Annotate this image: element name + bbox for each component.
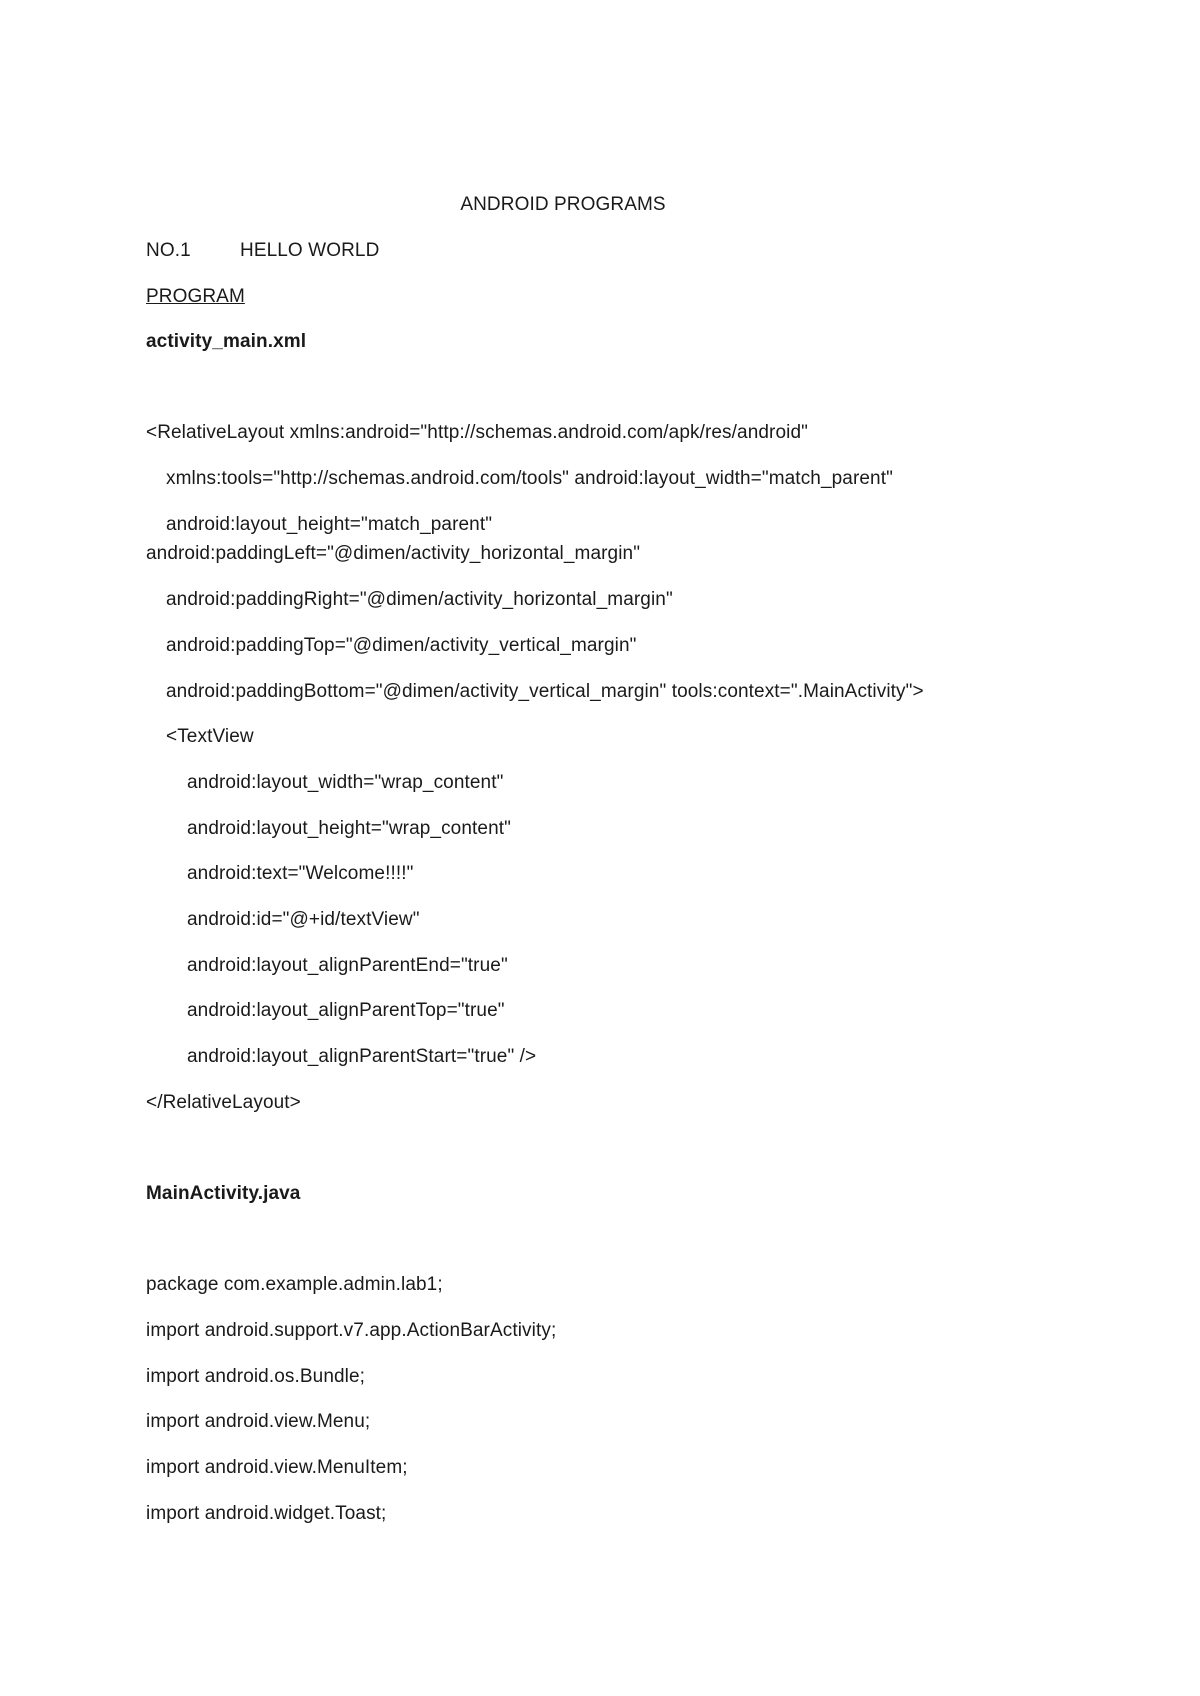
section-label: PROGRAM (146, 286, 245, 307)
code-line: <TextView (166, 726, 254, 747)
code-line: import android.view.MenuItem; (146, 1457, 408, 1478)
code-line: android:layout_height="wrap_content" (187, 818, 511, 839)
code-line: android:layout_alignParentStart="true" /> (187, 1046, 537, 1067)
xml-filename: activity_main.xml (146, 331, 307, 352)
code-line: import android.os.Bundle; (146, 1366, 366, 1387)
code-line: import android.view.Menu; (146, 1411, 371, 1432)
code-line: android:layout_alignParentEnd="true" (187, 955, 508, 976)
program-number: NO.1 (146, 240, 191, 261)
code-line: android:layout_width="wrap_content" (187, 772, 504, 793)
code-line: android:layout_height="match_parent" (166, 514, 493, 535)
code-line: android:layout_alignParentTop="true" (187, 1000, 505, 1021)
code-line: android:text="Welcome!!!!" (187, 863, 414, 884)
code-line: android:paddingBottom="@dimen/activity_vertical_margin" tools:context=".MainActivity"> (166, 681, 924, 702)
document-title: ANDROID PROGRAMS (460, 194, 666, 215)
code-line: </RelativeLayout> (146, 1092, 301, 1113)
java-filename: MainActivity.java (146, 1183, 301, 1204)
code-line: import android.support.v7.app.ActionBarActivity; (146, 1320, 557, 1341)
code-line: <RelativeLayout xmlns:android="http://schemas.android.com/apk/res/android" (146, 422, 808, 443)
code-line: android:id="@+id/textView" (187, 909, 420, 930)
code-line: package com.example.admin.lab1; (146, 1274, 443, 1295)
code-line: android:paddingTop="@dimen/activity_vertical_margin" (166, 635, 637, 656)
code-line: import android.widget.Toast; (146, 1503, 387, 1524)
code-line: android:paddingRight="@dimen/activity_horizontal_margin" (166, 589, 673, 610)
code-line: xmlns:tools="http://schemas.android.com/tools" android:layout_width="match_parent" (166, 468, 893, 489)
code-line: android:paddingLeft="@dimen/activity_horizontal_margin" (146, 543, 641, 564)
program-name: HELLO WORLD (240, 240, 380, 261)
